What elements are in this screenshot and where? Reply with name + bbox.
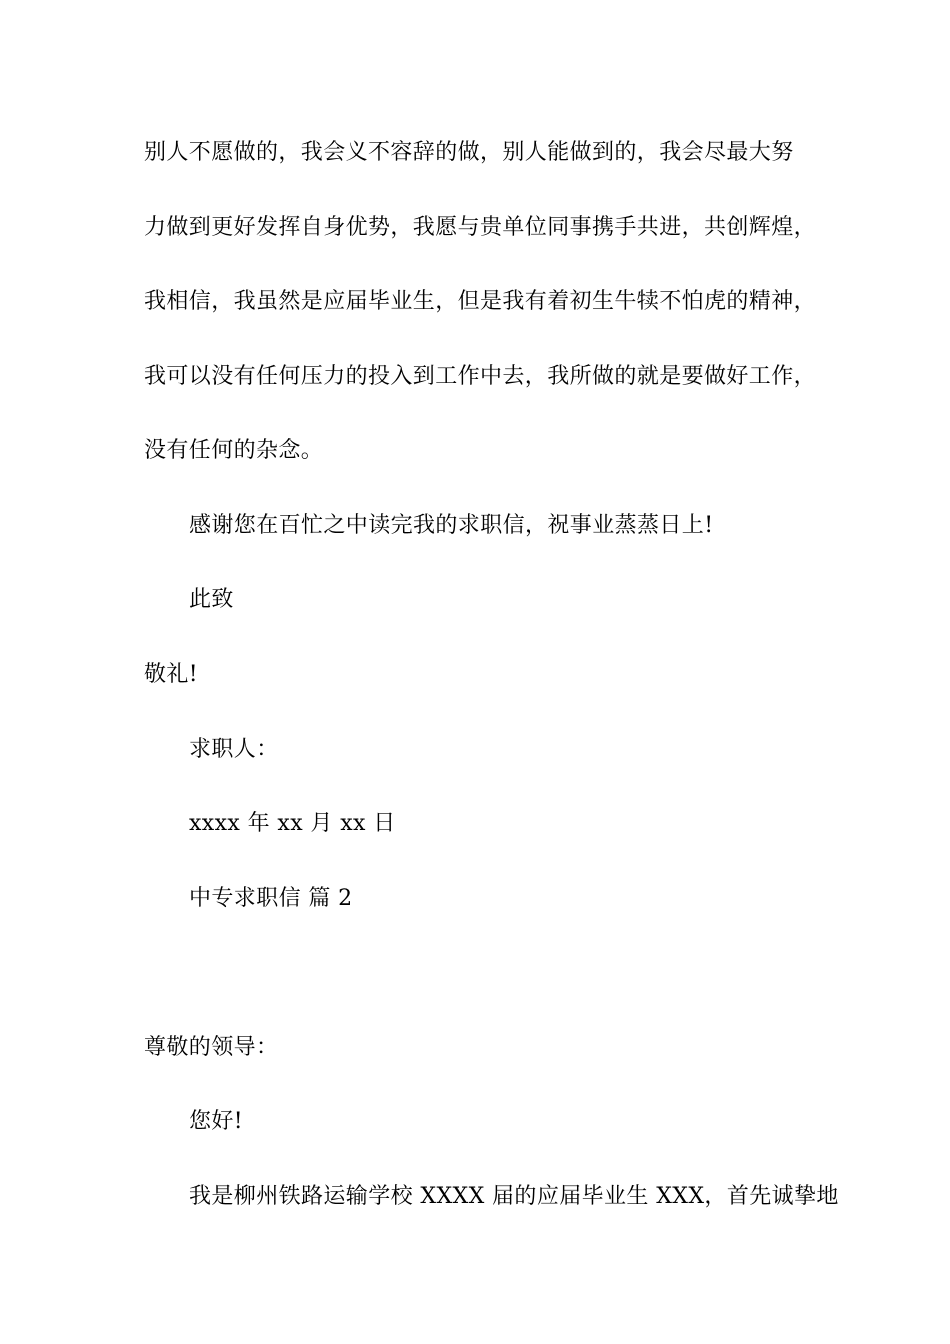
signer-label: 求职人： xyxy=(189,737,279,762)
body-text-line-5: 没有任何的杂念。 xyxy=(144,438,324,463)
body-text-line-3: 我相信，我虽然是应届毕业生，但是我有着初生牛犊不怕虎的精神， xyxy=(144,289,817,314)
body-text-line-4: 我可以没有任何压力的投入到工作中去，我所做的就是要做好工作， xyxy=(144,364,817,389)
closing-jing-li: 敬礼! xyxy=(144,662,199,687)
intro-line: 我是柳州铁路运输学校 XXXX 届的应届毕业生 XXX，首先诚挚地 xyxy=(189,1184,839,1209)
body-text-line-1: 别人不愿做的，我会义不容辞的做，别人能做到的，我会尽最大努 xyxy=(144,140,794,165)
salutation: 尊敬的领导： xyxy=(144,1035,279,1060)
greeting: 您好! xyxy=(189,1109,244,1134)
body-text-line-2: 力做到更好发挥自身优势，我愿与贵单位同事携手共进，共创辉煌， xyxy=(144,215,817,240)
closing-ci-zhi: 此致 xyxy=(189,587,234,612)
date-line: xxxx 年 xx 月 xx 日 xyxy=(189,811,396,836)
thanks-paragraph: 感谢您在百忙之中读完我的求职信，祝事业蒸蒸日上! xyxy=(189,513,714,538)
section-title: 中专求职信 篇 2 xyxy=(189,886,353,911)
